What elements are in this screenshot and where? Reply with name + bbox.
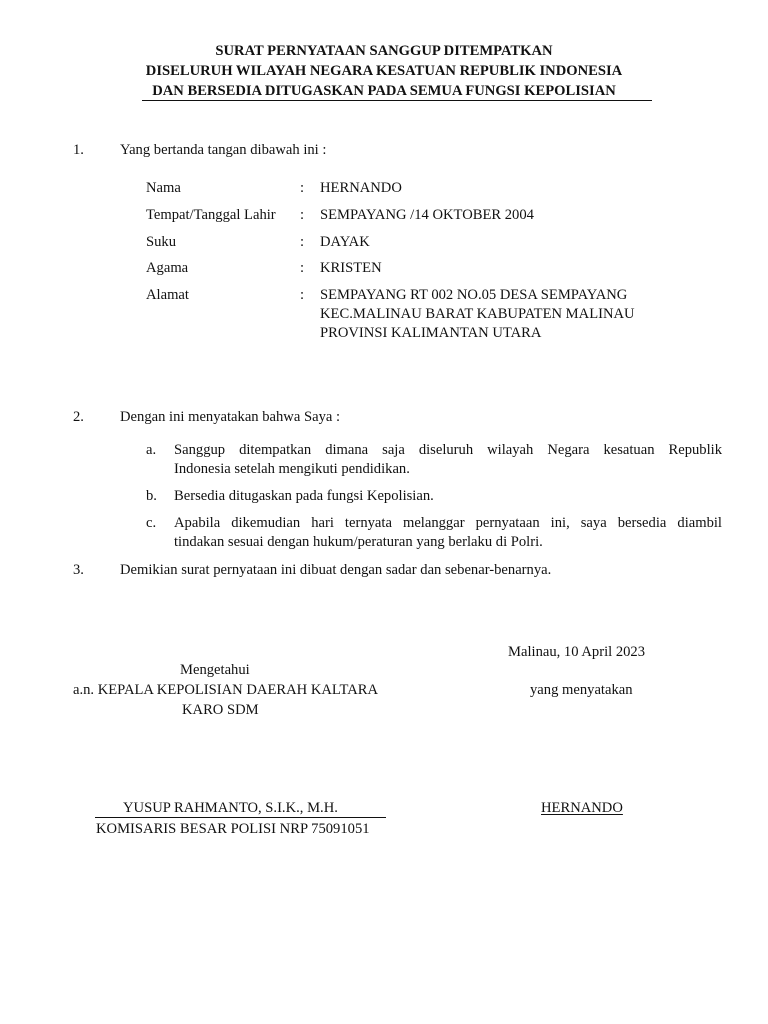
field-colon: : (300, 287, 305, 303)
section-2-intro: Dengan ini menyatakan bahwa Saya : (120, 409, 341, 425)
statement-c-line-2: tindakan sesuai dengan hukum/peraturan yang berlaku di Polri. (174, 534, 543, 550)
field-label-agama: Agama (146, 260, 189, 276)
left-signature-line (95, 817, 386, 818)
field-label-nama: Nama (146, 180, 181, 196)
list-marker-c: c. (146, 515, 157, 531)
declarant-label: yang menyatakan (530, 682, 633, 698)
field-value-suku: DAYAK (320, 234, 370, 250)
field-label-suku: Suku (146, 234, 177, 250)
list-marker-a: a. (146, 442, 157, 458)
document-title-line-1: SURAT PERNYATAAN SANGGUP DITEMPATKAN (215, 43, 553, 59)
list-marker-b: b. (146, 488, 157, 504)
document-title-line-2: DISELURUH WILAYAH NEGARA KESATUAN REPUBLIK INDONESIA (145, 63, 623, 79)
section-3-text: Demikian surat pernyataan ini dibuat dengan sadar dan sebenar-benarnya. (120, 562, 552, 578)
statement-c-line-1: Apabila dikemudian hari ternyata melanggar pernyataan ini, saya bersedia diambil (174, 515, 722, 531)
field-label-alamat: Alamat (146, 287, 189, 303)
authority-title: a.n. KEPALA KEPOLISIAN DAERAH KALTARA (73, 682, 379, 698)
authority-unit: KARO SDM (182, 702, 259, 718)
section-3-number: 3. (73, 562, 84, 578)
field-colon: : (300, 260, 305, 276)
declarant-name: HERNANDO (541, 800, 623, 816)
field-label-tempat-tanggal-lahir: Tempat/Tanggal Lahir (146, 207, 276, 223)
left-signatory-rank: KOMISARIS BESAR POLISI NRP 75091051 (96, 821, 370, 837)
field-colon: : (300, 180, 305, 196)
section-1-intro: Yang bertanda tangan dibawah ini : (120, 142, 327, 158)
statement-b: Bersedia ditugaskan pada fungsi Kepolisian. (174, 488, 434, 504)
statement-a-line-2: Indonesia setelah mengikuti pendidikan. (174, 461, 410, 477)
field-value-agama: KRISTEN (320, 260, 382, 276)
field-value-tempat-tanggal-lahir: SEMPAYANG /14 OKTOBER 2004 (320, 207, 534, 223)
document-title-line-3: DAN BERSEDIA DITUGASKAN PADA SEMUA FUNGSI KEPOLISIAN (152, 83, 616, 99)
title-underline (142, 100, 652, 101)
section-2-number: 2. (73, 409, 84, 425)
section-1-number: 1. (73, 142, 84, 158)
left-signatory-name: YUSUP RAHMANTO, S.I.K., M.H. (123, 800, 338, 816)
acknowledged-label: Mengetahui (180, 662, 250, 678)
field-colon: : (300, 207, 305, 223)
field-value-alamat-line-1: SEMPAYANG RT 002 NO.05 DESA SEMPAYANG (320, 287, 628, 303)
statement-a-line-1: Sanggup ditempatkan dimana saja diseluruh wilayah Negara kesatuan Republik (174, 442, 722, 458)
place-date: Malinau, 10 April 2023 (508, 644, 646, 660)
field-value-alamat-line-2: KEC.MALINAU BARAT KABUPATEN MALINAU (320, 306, 635, 322)
field-colon: : (300, 234, 305, 250)
field-value-alamat-line-3: PROVINSI KALIMANTAN UTARA (320, 325, 542, 341)
field-value-nama: HERNANDO (320, 180, 402, 196)
